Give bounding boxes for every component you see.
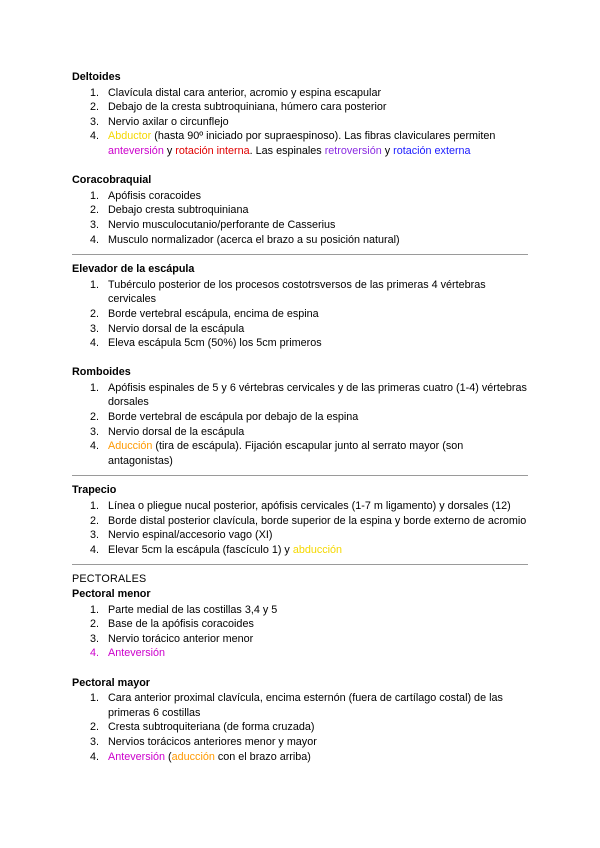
list-item: 3. Nervio musculocutanio/perforante de Casserius — [90, 218, 336, 231]
list-item: 3. Nervio dorsal de la escápula — [90, 322, 245, 335]
divider — [72, 564, 528, 565]
divider — [72, 475, 528, 476]
list-item: 3. Nervio dorsal de la escápula — [90, 425, 245, 438]
list-item: 3. Nervio torácico anterior menor — [90, 632, 254, 645]
section-title: Pectoral menor — [72, 588, 151, 600]
list-item: 4. Musculo normalizador (acerca el brazo a su posición natural) — [90, 233, 400, 246]
section-trapecio — [72, 483, 528, 557]
section-title: Elevador de la escápula — [72, 263, 195, 276]
term-rotacion-externa: rotación externa — [393, 144, 471, 157]
list-item: 1. Clavícula distal cara anterior, acromio y espina escapular — [90, 86, 382, 99]
list-item: 1. Línea o pliegue nucal posterior, apófisis cervicales (1-7 m ligamento) y dorsales (12) — [90, 500, 511, 513]
list-item: 4. Anteversión (aducción con el brazo arriba) — [90, 750, 311, 763]
list-item: 1. Cara anterior proximal clavícula, encima esternón (fuera de cartílago costal) de las primeras 6 costillas — [90, 692, 503, 719]
numbered-list — [72, 278, 528, 351]
term-abduccion: abducción — [292, 543, 343, 556]
numbered-list — [72, 189, 528, 247]
term-anteversion: Anteversión — [108, 750, 166, 763]
list-item: 4. Aducción (tira de escápula). Fijación escapular junto al serrato mayor (son antagonistas) — [90, 440, 464, 467]
list-item: 3. Nervios torácicos anteriores menor y mayor — [90, 735, 317, 748]
section-deltoides — [72, 70, 528, 159]
section-coracobraquial — [72, 173, 528, 247]
section-title: Coracobraquial — [72, 174, 152, 187]
numbered-list — [72, 381, 528, 469]
list-item: 2. Debajo de la cresta subtroquiniana, húmero cara posterior — [90, 101, 387, 114]
term-aduccion: Aducción — [108, 440, 153, 453]
list-item: 2. Borde vertebral de escápula por debajo de la espina — [90, 411, 359, 424]
section-title: Deltoides — [72, 71, 121, 83]
group-heading: PECTORALES — [72, 573, 147, 586]
term-rotacion-interna: rotación interna — [175, 144, 250, 157]
list-item: 3. Nervio espinal/accesorio vago (XI) — [90, 529, 273, 542]
list-item: 4. Eleva escápula 5cm (50%) los 5cm primeros — [90, 337, 322, 350]
divider — [72, 254, 528, 255]
numbered-list — [72, 86, 528, 159]
list-item: 3. Nervio axilar o circunflejo — [90, 115, 229, 128]
section-title: Pectoral mayor — [72, 676, 151, 689]
list-item: 2. Borde vertebral escápula, encima de espina — [90, 307, 319, 320]
list-item: 1. Tubérculo posterior de los procesos costotrsversos de las primeras 4 vértebras cervicales — [90, 278, 486, 306]
section-pectorales — [72, 572, 528, 764]
term-abductor: Abductor — [108, 130, 152, 143]
list-item: 2. Borde distal posterior clavícula, borde superior de la espina y borde externo de acromio — [90, 514, 527, 527]
section-title: Trapecio — [72, 484, 117, 497]
term-retroversion: retroversión — [324, 144, 382, 157]
numbered-list — [72, 499, 528, 557]
section-elevador — [72, 262, 528, 351]
list-item: 4. Abductor (hasta 90º iniciado por supraespinoso). Las fibras claviculares permiten anteversión y rotación interna. Las espinales retroversión y rotación externa — [90, 130, 496, 157]
term-aduccion: aducción — [171, 750, 215, 763]
term-anteversion: anteversión — [108, 144, 164, 157]
section-title: Romboides — [72, 366, 131, 379]
numbered-list — [72, 603, 528, 661]
list-item: 2. Base de la apófisis coracoides — [90, 618, 254, 631]
term-anteversion: Anteversión — [108, 647, 166, 660]
section-romboides — [72, 365, 528, 468]
list-item: 2. Cresta subtroquiteriana (de forma cruzada) — [90, 721, 315, 734]
list-item: 2. Debajo cresta subtroquiniana — [90, 204, 249, 217]
list-item: 4. Anteversión — [90, 647, 166, 660]
numbered-list — [72, 691, 528, 764]
list-item: 1. Apófisis espinales de 5 y 6 vértebras cervicales y de las primeras cuatro (1-4) vértebras dorsales — [90, 381, 527, 409]
list-item: 1. Apófisis coracoides — [90, 189, 202, 202]
list-item: 1. Parte medial de las costillas 3,4 y 5 — [90, 603, 278, 616]
list-item: 4. Elevar 5cm la escápula (fascículo 1) y abducción — [90, 543, 343, 556]
